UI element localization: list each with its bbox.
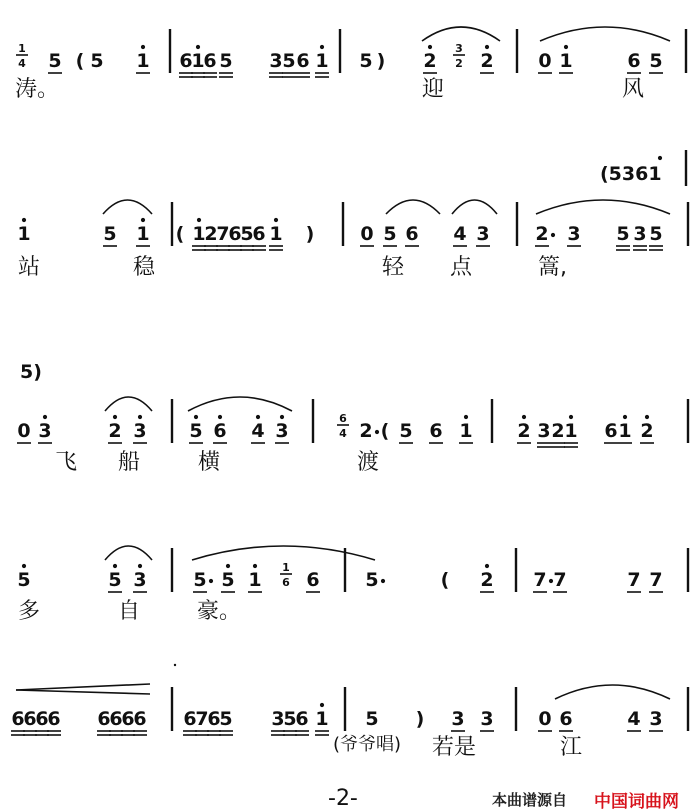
octave-dot	[197, 218, 201, 222]
note: 2	[480, 50, 494, 72]
note: 6	[604, 420, 618, 442]
note: 0	[538, 50, 552, 72]
note: 6	[11, 708, 25, 730]
augmentation-dot	[551, 233, 555, 237]
hairpin-line	[16, 690, 150, 694]
note: 2	[359, 420, 373, 442]
note: 0	[17, 420, 31, 442]
octave-dot	[256, 415, 260, 419]
note: 3	[38, 420, 52, 442]
slur-arc	[192, 546, 375, 560]
lyric-word: 江	[560, 735, 583, 760]
octave-dot	[226, 564, 230, 568]
note: )	[305, 223, 315, 245]
lyric-word: 自	[118, 599, 141, 624]
octave-dot	[218, 415, 222, 419]
octave-dot	[138, 415, 142, 419]
note: 6	[133, 708, 147, 730]
score-line-2	[17, 200, 688, 250]
note: 7	[553, 569, 567, 591]
note: 5	[219, 50, 233, 72]
note: 1	[192, 223, 206, 245]
note: 1	[559, 50, 573, 72]
note: 5	[219, 708, 233, 730]
note: 3	[451, 708, 465, 730]
note: 6	[405, 223, 419, 245]
note: (	[380, 420, 390, 442]
note: 2	[423, 50, 437, 72]
note: 3	[633, 223, 647, 245]
bracketed-notes: 5)	[20, 361, 42, 383]
note: 3	[133, 420, 147, 442]
note: 0	[538, 708, 552, 730]
note: 2	[535, 223, 549, 245]
octave-dot	[320, 45, 324, 49]
note: 7	[195, 708, 209, 730]
note: 1	[564, 420, 578, 442]
lyric-word: 轻	[382, 255, 405, 280]
slur-arc	[103, 200, 152, 214]
slur-arc	[540, 27, 670, 41]
note: 2	[640, 420, 654, 442]
note: 1	[248, 569, 262, 591]
note: 1	[191, 50, 205, 72]
lyric-word: 若是	[432, 735, 477, 760]
note: 3	[133, 569, 147, 591]
lyric-word: 飞	[55, 450, 78, 475]
note: 3	[476, 223, 490, 245]
lyric-word: 点	[450, 255, 473, 280]
octave-dot	[569, 415, 573, 419]
octave-dot	[113, 415, 117, 419]
octave-dot	[485, 45, 489, 49]
note: 4	[453, 223, 467, 245]
note: 6	[296, 50, 310, 72]
note: 6	[213, 420, 227, 442]
lyric-word: 站	[18, 255, 41, 280]
singer-note: (爷爷唱)	[333, 734, 402, 755]
octave-dot	[196, 45, 200, 49]
note: 2	[204, 223, 218, 245]
slur-arc	[536, 200, 670, 214]
note: 5	[399, 420, 413, 442]
lyric-word: 渡	[357, 450, 380, 475]
note: (	[175, 223, 185, 245]
octave-dot	[645, 415, 649, 419]
slur-arc	[422, 27, 500, 41]
lyric-word: 迎	[422, 77, 445, 102]
meter-mark: 4	[18, 57, 26, 70]
note: 6	[97, 708, 111, 730]
note: 6	[23, 708, 37, 730]
note: 6	[179, 50, 193, 72]
note: 3	[271, 708, 285, 730]
slur-arc	[452, 200, 497, 214]
note: 3	[567, 223, 581, 245]
slur-arc	[188, 397, 292, 411]
octave-dot	[141, 218, 145, 222]
octave-dot	[22, 218, 26, 222]
octave-dot	[194, 415, 198, 419]
note: 6	[228, 223, 242, 245]
note: 6	[183, 708, 197, 730]
note: )	[415, 708, 425, 730]
lyric-word: 横	[198, 450, 221, 475]
note: 5	[383, 223, 397, 245]
note: 5	[359, 50, 373, 72]
note: 5	[90, 50, 104, 72]
note: 5	[240, 223, 254, 245]
note: 6	[35, 708, 49, 730]
octave-dot	[485, 564, 489, 568]
octave-dot	[428, 45, 432, 49]
lyric-word: 涛。	[15, 77, 60, 102]
note: 5	[282, 50, 296, 72]
note: 5	[283, 708, 297, 730]
meter-mark: 1	[18, 42, 26, 55]
meter-mark: 2	[455, 57, 463, 70]
source-credit-prefix: 本曲谱源自	[492, 791, 568, 809]
octave-dot	[564, 45, 568, 49]
note: 6	[627, 50, 641, 72]
note: 6	[559, 708, 573, 730]
note: 3	[269, 50, 283, 72]
note: 1	[315, 50, 329, 72]
note: 5	[193, 569, 207, 591]
note: (	[75, 50, 85, 72]
note: 7	[216, 223, 230, 245]
note: 6	[429, 420, 443, 442]
note: 5	[616, 223, 630, 245]
site-credit-watermark: 中国词曲网	[594, 792, 679, 812]
bracketed-notes: (5361	[600, 163, 662, 185]
note: (	[440, 569, 450, 591]
note: 5	[17, 569, 31, 591]
ink-speck	[174, 664, 176, 666]
note: 1	[315, 708, 329, 730]
note: 3	[275, 420, 289, 442]
note: 5	[649, 223, 663, 245]
octave-dot	[138, 564, 142, 568]
octave-dot	[141, 45, 145, 49]
note: 3	[480, 708, 494, 730]
lyric-word: 多	[18, 599, 41, 624]
note: 2	[480, 569, 494, 591]
slur-arc	[105, 397, 152, 411]
octave-dot	[274, 218, 278, 222]
meter-mark: 6	[339, 412, 347, 425]
note: 4	[251, 420, 265, 442]
augmentation-dot	[375, 430, 379, 434]
note: 6	[207, 708, 221, 730]
slur-arc	[386, 200, 440, 214]
page-number: -2-	[328, 786, 358, 811]
score-line-1	[16, 27, 686, 77]
lyric-word: 稳	[133, 255, 156, 280]
lyric-word: 风	[622, 77, 645, 102]
note: 6	[121, 708, 135, 730]
slur-arc	[105, 546, 152, 560]
note: 2	[551, 420, 565, 442]
meter-mark: 1	[282, 561, 290, 574]
note: 3	[649, 708, 663, 730]
note: 6	[109, 708, 123, 730]
lyric-word: 豪。	[197, 599, 242, 624]
note: 7	[533, 569, 547, 591]
meter-mark: 6	[282, 576, 290, 589]
note: 5	[365, 708, 379, 730]
meter-mark: 3	[455, 42, 463, 55]
octave-dot	[253, 564, 257, 568]
note: 5	[221, 569, 235, 591]
note: 5	[108, 569, 122, 591]
note: 3	[537, 420, 551, 442]
meter-mark: 4	[339, 427, 347, 440]
note: 1	[459, 420, 473, 442]
note: 2	[517, 420, 531, 442]
augmentation-dot	[381, 579, 385, 583]
lyric-word: 船	[118, 450, 141, 475]
octave-dot	[464, 415, 468, 419]
octave-dot	[43, 415, 47, 419]
note: 6	[203, 50, 217, 72]
hairpin-line	[16, 684, 150, 690]
note: 1	[136, 50, 150, 72]
note: 5	[48, 50, 62, 72]
note: 6	[47, 708, 61, 730]
note: 7	[649, 569, 663, 591]
note: 1	[136, 223, 150, 245]
octave-dot	[113, 564, 117, 568]
note: 5	[365, 569, 379, 591]
octave-dot	[320, 703, 324, 707]
octave-dot	[280, 415, 284, 419]
lyric-word: 篙,	[538, 255, 567, 280]
note: 1	[269, 223, 283, 245]
octave-dot	[658, 156, 662, 160]
octave-dot	[22, 564, 26, 568]
note: 5	[103, 223, 117, 245]
note: )	[376, 50, 386, 72]
octave-dot	[623, 415, 627, 419]
note: 1	[17, 223, 31, 245]
score-line-4	[17, 546, 688, 592]
note: 7	[627, 569, 641, 591]
note: 2	[108, 420, 122, 442]
note: 5	[649, 50, 663, 72]
note: 4	[627, 708, 641, 730]
octave-dot	[522, 415, 526, 419]
augmentation-dot	[209, 579, 213, 583]
note: 1	[618, 420, 632, 442]
score-line-3	[17, 397, 688, 447]
note: 6	[295, 708, 309, 730]
note: 6	[252, 223, 266, 245]
note: 0	[360, 223, 374, 245]
slur-arc	[555, 685, 670, 699]
note: 6	[306, 569, 320, 591]
note: 5	[189, 420, 203, 442]
